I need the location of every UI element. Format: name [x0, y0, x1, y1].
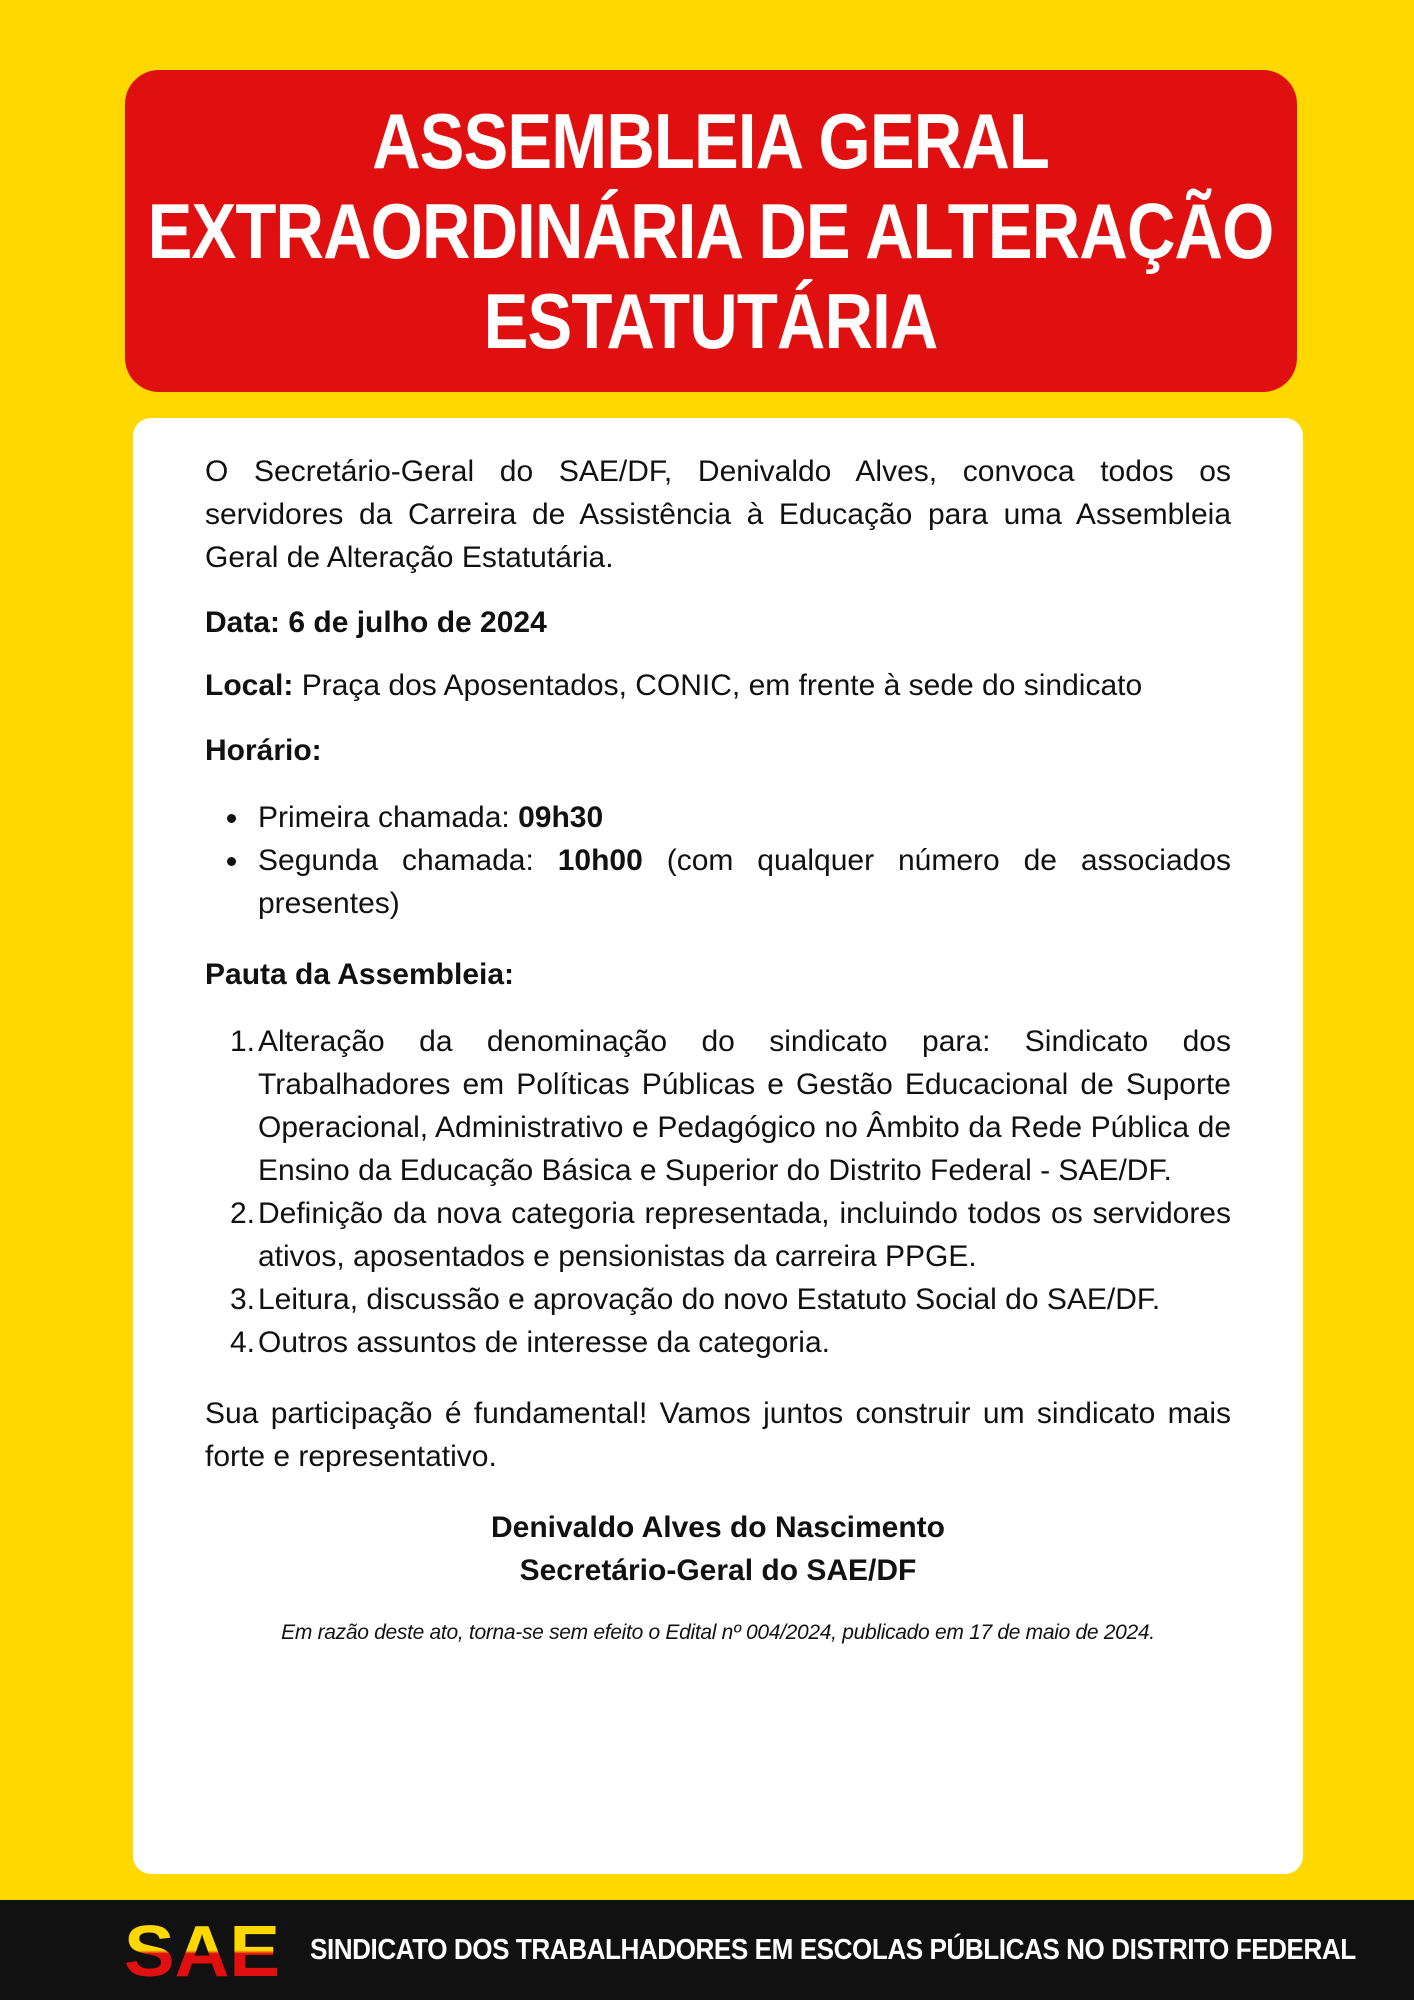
title-line-1: ASSEMBLEIA GERAL — [372, 97, 1050, 185]
sae-logo — [124, 1918, 282, 1982]
title-line-2: EXTRAORDINÁRIA DE ALTERAÇÃO — [148, 187, 1274, 275]
agenda-number: 1. — [230, 1025, 256, 1058]
page-title — [148, 96, 1274, 366]
agenda-text: Leitura, discussão e aprovação do novo Estatuto Social do SAE/DF. — [258, 1283, 1161, 1316]
org-name: SINDICATO DOS TRABALHADORES EM ESCOLAS PÚBLICAS NO DISTRITO FEDERAL — [310, 1933, 1356, 1966]
content-card — [133, 418, 1303, 1874]
schedule-label: Segunda chamada: — [258, 844, 558, 877]
agenda-item — [205, 1278, 1231, 1321]
agenda-number: 4. — [230, 1326, 256, 1359]
local-text: Praça dos Aposentados, CONIC, em frente à sede do sindicato — [293, 669, 1143, 702]
local-label: Local: — [205, 669, 294, 702]
agenda-item — [205, 1321, 1231, 1364]
agenda-text: Alteração da denominação do sindicato para: Sindicato dos Trabalhadores em Políticas Públicas e Gestão Educacional de Suporte Operacional, Administrativo e Pedagógico no Âmbito da Rede Pública de Ensino da Educação Básica e Superior do Distrito Federal - SAE/DF. — [258, 1025, 1231, 1187]
agenda-heading: Pauta da Assembleia: — [205, 958, 515, 991]
sae-logo-graphic — [124, 1918, 282, 1982]
agenda-item — [205, 1020, 1231, 1192]
footnote: Em razão deste ato, torna-se sem efeito o Edital nº 004/2024, publicado em 17 de maio de 2024. — [281, 1621, 1155, 1644]
logo-text: SAE — [124, 1918, 280, 1982]
signature-block — [205, 1506, 1231, 1592]
agenda-text: Definição da nova categoria representada, incluindo todos os servidores ativos, aposentados e pensionistas da carreira PPGE. — [258, 1197, 1231, 1273]
schedule-label: Primeira chamada: — [258, 801, 519, 834]
agenda-number: 2. — [230, 1197, 256, 1230]
agenda-item — [205, 1192, 1231, 1278]
schedule-heading: Horário: — [205, 734, 322, 767]
schedule-item — [258, 796, 1231, 839]
agenda-number: 3. — [230, 1283, 256, 1316]
title-banner — [125, 70, 1297, 392]
footer-bar — [0, 1900, 1414, 2000]
schedule-note: (com qualquer número de associados presentes) — [258, 844, 1231, 920]
closing-paragraph: Sua participação é fundamental! Vamos juntos construir um sindicato mais forte e representativo. — [205, 1397, 1231, 1473]
schedule-time: 09h30 — [518, 801, 604, 834]
local-line — [205, 664, 1231, 707]
intro-paragraph: O Secretário-Geral do SAE/DF, Denivaldo Alves, convoca todos os servidores da Carreira de Assistência à Educação para uma Assembleia Geral de Alteração Estatutária. — [205, 455, 1231, 574]
agenda-list — [205, 1020, 1231, 1364]
signature-name: Denivaldo Alves do Nascimento — [490, 1511, 945, 1544]
signature-role: Secretário-Geral do SAE/DF — [519, 1554, 917, 1587]
schedule-time: 10h00 — [557, 844, 643, 877]
date-line: Data: 6 de julho de 2024 — [205, 606, 547, 639]
schedule-list — [205, 796, 1231, 925]
schedule-item — [258, 839, 1231, 925]
agenda-text: Outros assuntos de interesse da categoria. — [258, 1326, 830, 1359]
title-line-3: ESTATUTÁRIA — [484, 277, 938, 365]
